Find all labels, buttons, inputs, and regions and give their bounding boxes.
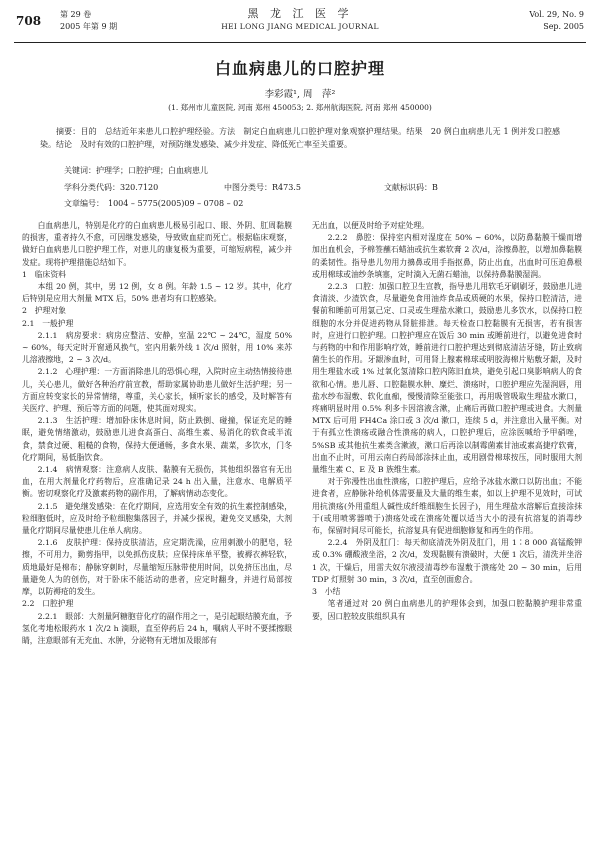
issue-cn: 2005 年第 9 期	[60, 22, 118, 31]
page-header	[0, 0, 600, 42]
paragraph: 2.1.5 避免继发感染：在化疗期间，应选用安全有效的抗生素控制感染，粒细胞低时，应及时给予粒细胞集落因子，并减少探视，避免交叉感染，大剂量化疗期间尽量使患儿住单人病房。	[22, 501, 292, 536]
body-column-left	[22, 220, 292, 647]
article-title: 白血病患儿的口腔护理	[214, 59, 385, 78]
clc2-label: 中图分类号：	[224, 183, 272, 192]
journal-name	[180, 7, 420, 33]
paragraph: 2.1.6 皮肤护理：保持皮肤清洁，应定期洗澡，应用刺激小的肥皂，轻擦，不可用力，勤剪指甲，以免抓伤皮肤；应保持床单平整，被褥衣裤轻软，质地最好是棉布；静脉穿刺时，尽量缩短压脉带使用时间，以免挤压出血，尽量避免人为的创伤，对于卧床不能活动的患者，应定时翻身，并进行局部按摩，以防褥疮的发生。	[22, 538, 292, 597]
paragraph: 2.2.1 眼部：大剂量阿糖胞苷化疗的副作用之一，是引起眼结膜充血，予氢化考地松眼药水 1 次/2 h 滴眼，直至停药后 24 h，嘱病人平时不要揉擦眼睛，注意眼部有无充血、水肿，分泌物有无增加及眼部有	[22, 611, 292, 645]
section-heading: 3 小结	[312, 587, 341, 597]
doc-label: 文献标识码：	[384, 183, 432, 192]
paragraph: 2.1.1 病房要求：病房应整洁、安静，室温 22℃ ~ 24℃，湿度 50% ~ 60%，每天定时开窗通风换气，室内用紫外线 1 次/d 照射，用 10% 来苏儿溶液擦地，2 ~ 3 次/d。	[22, 330, 292, 365]
paragraph: 2.2.3 口腔：加强口腔卫生宣教，指导患儿用软毛牙刷刷牙，鼓励患儿进食清淡、少渣饮食，尽量避免食用油炸食品或质硬的水果，保持口腔清洁，进餐前和睡前可用氯己定、口灵或生理盐水漱口，鼓励患儿多饮水，以保持口腔细胞的水分并促进药物从肾脏排泄。每天检查口腔黏膜有无损害，若有损害时，应进行口腔护理。口腔护理应在饭后 30 min 或睡前进行，以避免进食时与药物的中和作用影响疗效，睡前进行口腔护理达到彻底清洁牙缝，防止致病菌生长的作用。牙龈渗血时，可用肾上腺素棉球或明胶海棉片贴敷牙龈，及时用生理盐水或 1% 过氧化氢清除口腔内陈旧血块，避免引起口臭影响病人的食欲和心情。患儿唇、口腔黏膜水肿、糜烂、溃疡时，口腔护理应先湿润唇，用盐水纱布湿敷、软化血痂，慢慢清除至能张口，再用吸管吸取生理盐水漱口，疼痛明显时用 0.5% 利多卡因溶液含漱，止痛后再做口腔护理或进食。大剂量 MTX 后可用 FH4Ca 涂口或 3 次/d 漱口，连续 5 d，并注意出入量平衡。对于有孤立性溃疡或融合性溃疡的病人，口腔护理后，应涂医喊给予甲硝唑，5%SB 或其他抗生素类含漱液，漱口后再涂以制霉菌素甘油或素高捷疗软膏，出血不止时，可用云南白药局部涂抹止血，或用剧骨棉球按压，同时服用大剂量维生素 C、E 及 B 族维生素。	[312, 282, 582, 475]
section-heading: 2 护理对象	[22, 306, 66, 316]
abstract-text: 摘要：目的 总结近年来患儿口腔护理经验。方法 制定白血病患儿口腔护理对象观察护理结果。结果 20 例白血病患儿无 1 例并发口腔感染。结论 及时有效的口腔护理，对预防继发感染、减少并发症、降低死亡率至关重要。	[40, 127, 560, 149]
volume-en: Vol. 29, No. 9	[529, 10, 584, 19]
journal-name-en: HEI LONG JIANG MEDICAL JOURNAL	[221, 22, 379, 31]
paragraph: 2.1.4 病情观察：注意病人皮肤、黏膜有无损伤，其他组织器官有无出血，在用大剂量化疗药物后，应准确记录 24 h 出入量，注意水、电解质平衡。密切观察化疗及激素药物的副作用，了解病情动态变化。	[22, 465, 292, 499]
doc-value: B	[432, 183, 438, 192]
article-affiliations: (1. 郑州市儿童医院, 河南 郑州 450053; 2. 郑州航海医院, 河南 郑州 450000)	[168, 103, 432, 112]
paragraph: 笔者通过对 20 例白血病患儿的护理体会到，加强口腔黏膜护理非常重要，因口腔较皮肤组织具有	[312, 599, 582, 621]
page-number: 708	[16, 14, 42, 28]
keywords: 关键词：护理学；口腔护理；白血病患儿	[64, 166, 208, 175]
paragraph: 本组 20 例，其中，男 12 例，女 8 例。年龄 1.5 ~ 12 岁。其中，化疗后特别是应用大剂量 MTX 后，50% 患者均有口腔感染。	[22, 282, 292, 304]
abstract	[40, 126, 560, 151]
paragraph: 白血病患儿，特别是化疗的白血病患儿极易引起口、眼、外阴、肛周黏膜的损害，重者持久不愈，可因继发感染，导致败血症而死亡。根据临床观察，做好白血病患儿口腔护理工作，对患儿的康复极为重要，可缩短病程，减少并发症。现将护理措施总结如下。	[22, 221, 292, 267]
paragraph: 2.2.2 鼻腔：保持室内相对湿度在 50% ~ 60%，以防鼻黏膜干燥而增加出血机会，予棉签蘸石蜡油或抗生素软膏 2 次/d，涂擦鼻腔，以增加鼻黏膜的柔韧性。指导患儿勿用力擤鼻或用手指抠鼻，防止出血，出血时可压迫鼻根或用棉球或油纱条填塞，定时滴入无菌石蜡油，以保持鼻黏膜湿润。	[312, 233, 582, 279]
paragraph: 对于弥漫性出血性溃疡，口腔护理后，应给予冰盐水漱口以防出血；不能进食者，应静脉补给机体需要量及大量的维生素，如以上护理不见效时，可试用抗溃疡(外用重组人碱性成纤维细胞生长因子)，用生理盐水溶解后直接涂抹于(或用喷雾器喷于)溃疡处或在溃疡处覆以适当大小的浸有抗溶复的消毒纱布，保留时间尽可能长，抗溶复具有促进细胞修复和再生的作用。	[312, 477, 582, 536]
clc-label: 学科分类代码：	[64, 183, 120, 192]
section-heading: 1 临床资料	[22, 269, 66, 279]
paragraph: 2.1.3 生活护理：增加卧床休息时间，防止跌倒、碰撞，保证充足的睡眠，避免情绪激动，鼓励患儿进食高蛋白、高维生素、易消化的软食或半流食，禁食过硬、粗糙的食物，保持大便通畅，多食水果、蔬菜，多饮水，门冬化疗期间，易低脂饮食。	[22, 416, 292, 462]
classification-line	[64, 182, 544, 193]
subsection-heading: 2.1 一般护理	[22, 318, 74, 328]
paragraph: 2.1.2 心理护理：一方面消除患儿的恐惧心理，入院时应主动热情接待患儿，关心患儿，做好各种治疗前宣教，帮助家属协助患儿做好生活护理；另一方面应转变家长的异常情绪，尊重，关心家长，倾听家长的感受，及时解答有关医疗、护理、预后等方面的问题，使其面对现实。	[22, 367, 292, 414]
paragraph-continued: 无出血，以便及时给予对症处理。	[312, 221, 429, 230]
date-en: Sep. 2005	[543, 22, 584, 31]
journal-name-cn: 黑 龙 江 医 学	[247, 7, 353, 20]
volume-issue-cn	[60, 9, 117, 33]
clc2-value: R473.5	[272, 183, 301, 192]
volume-cn: 第 29 卷	[60, 10, 92, 19]
article-number: 文章编号： 1004 – 5775(2005)09 – 0708 – 02	[64, 199, 244, 208]
header-rule	[14, 42, 586, 43]
clc-value: 320.7120	[120, 183, 159, 192]
paragraph: 2.2.4 外阴及肛门：每天彻底清洗外阴及肛门，用 1∶8 000 高锰酸钾或 0.3% 硼酸液坐浴，2 次/d，发现黏膜有溃破时，大便 1 次后，清洗并坐浴 1 次，干燥后，用雷夫奴尔液浸清毒纱布湿敷于溃疡处 20 ~ 30 min，后用 TDP 灯照射 30 min，3 次/d，直至创面愈合。	[312, 538, 582, 584]
subsection-heading: 2.2 口腔护理	[22, 599, 74, 609]
article-authors: 李彩霞¹, 周 萍²	[264, 89, 336, 100]
volume-issue-en	[529, 9, 584, 33]
body-column-right	[312, 220, 582, 623]
